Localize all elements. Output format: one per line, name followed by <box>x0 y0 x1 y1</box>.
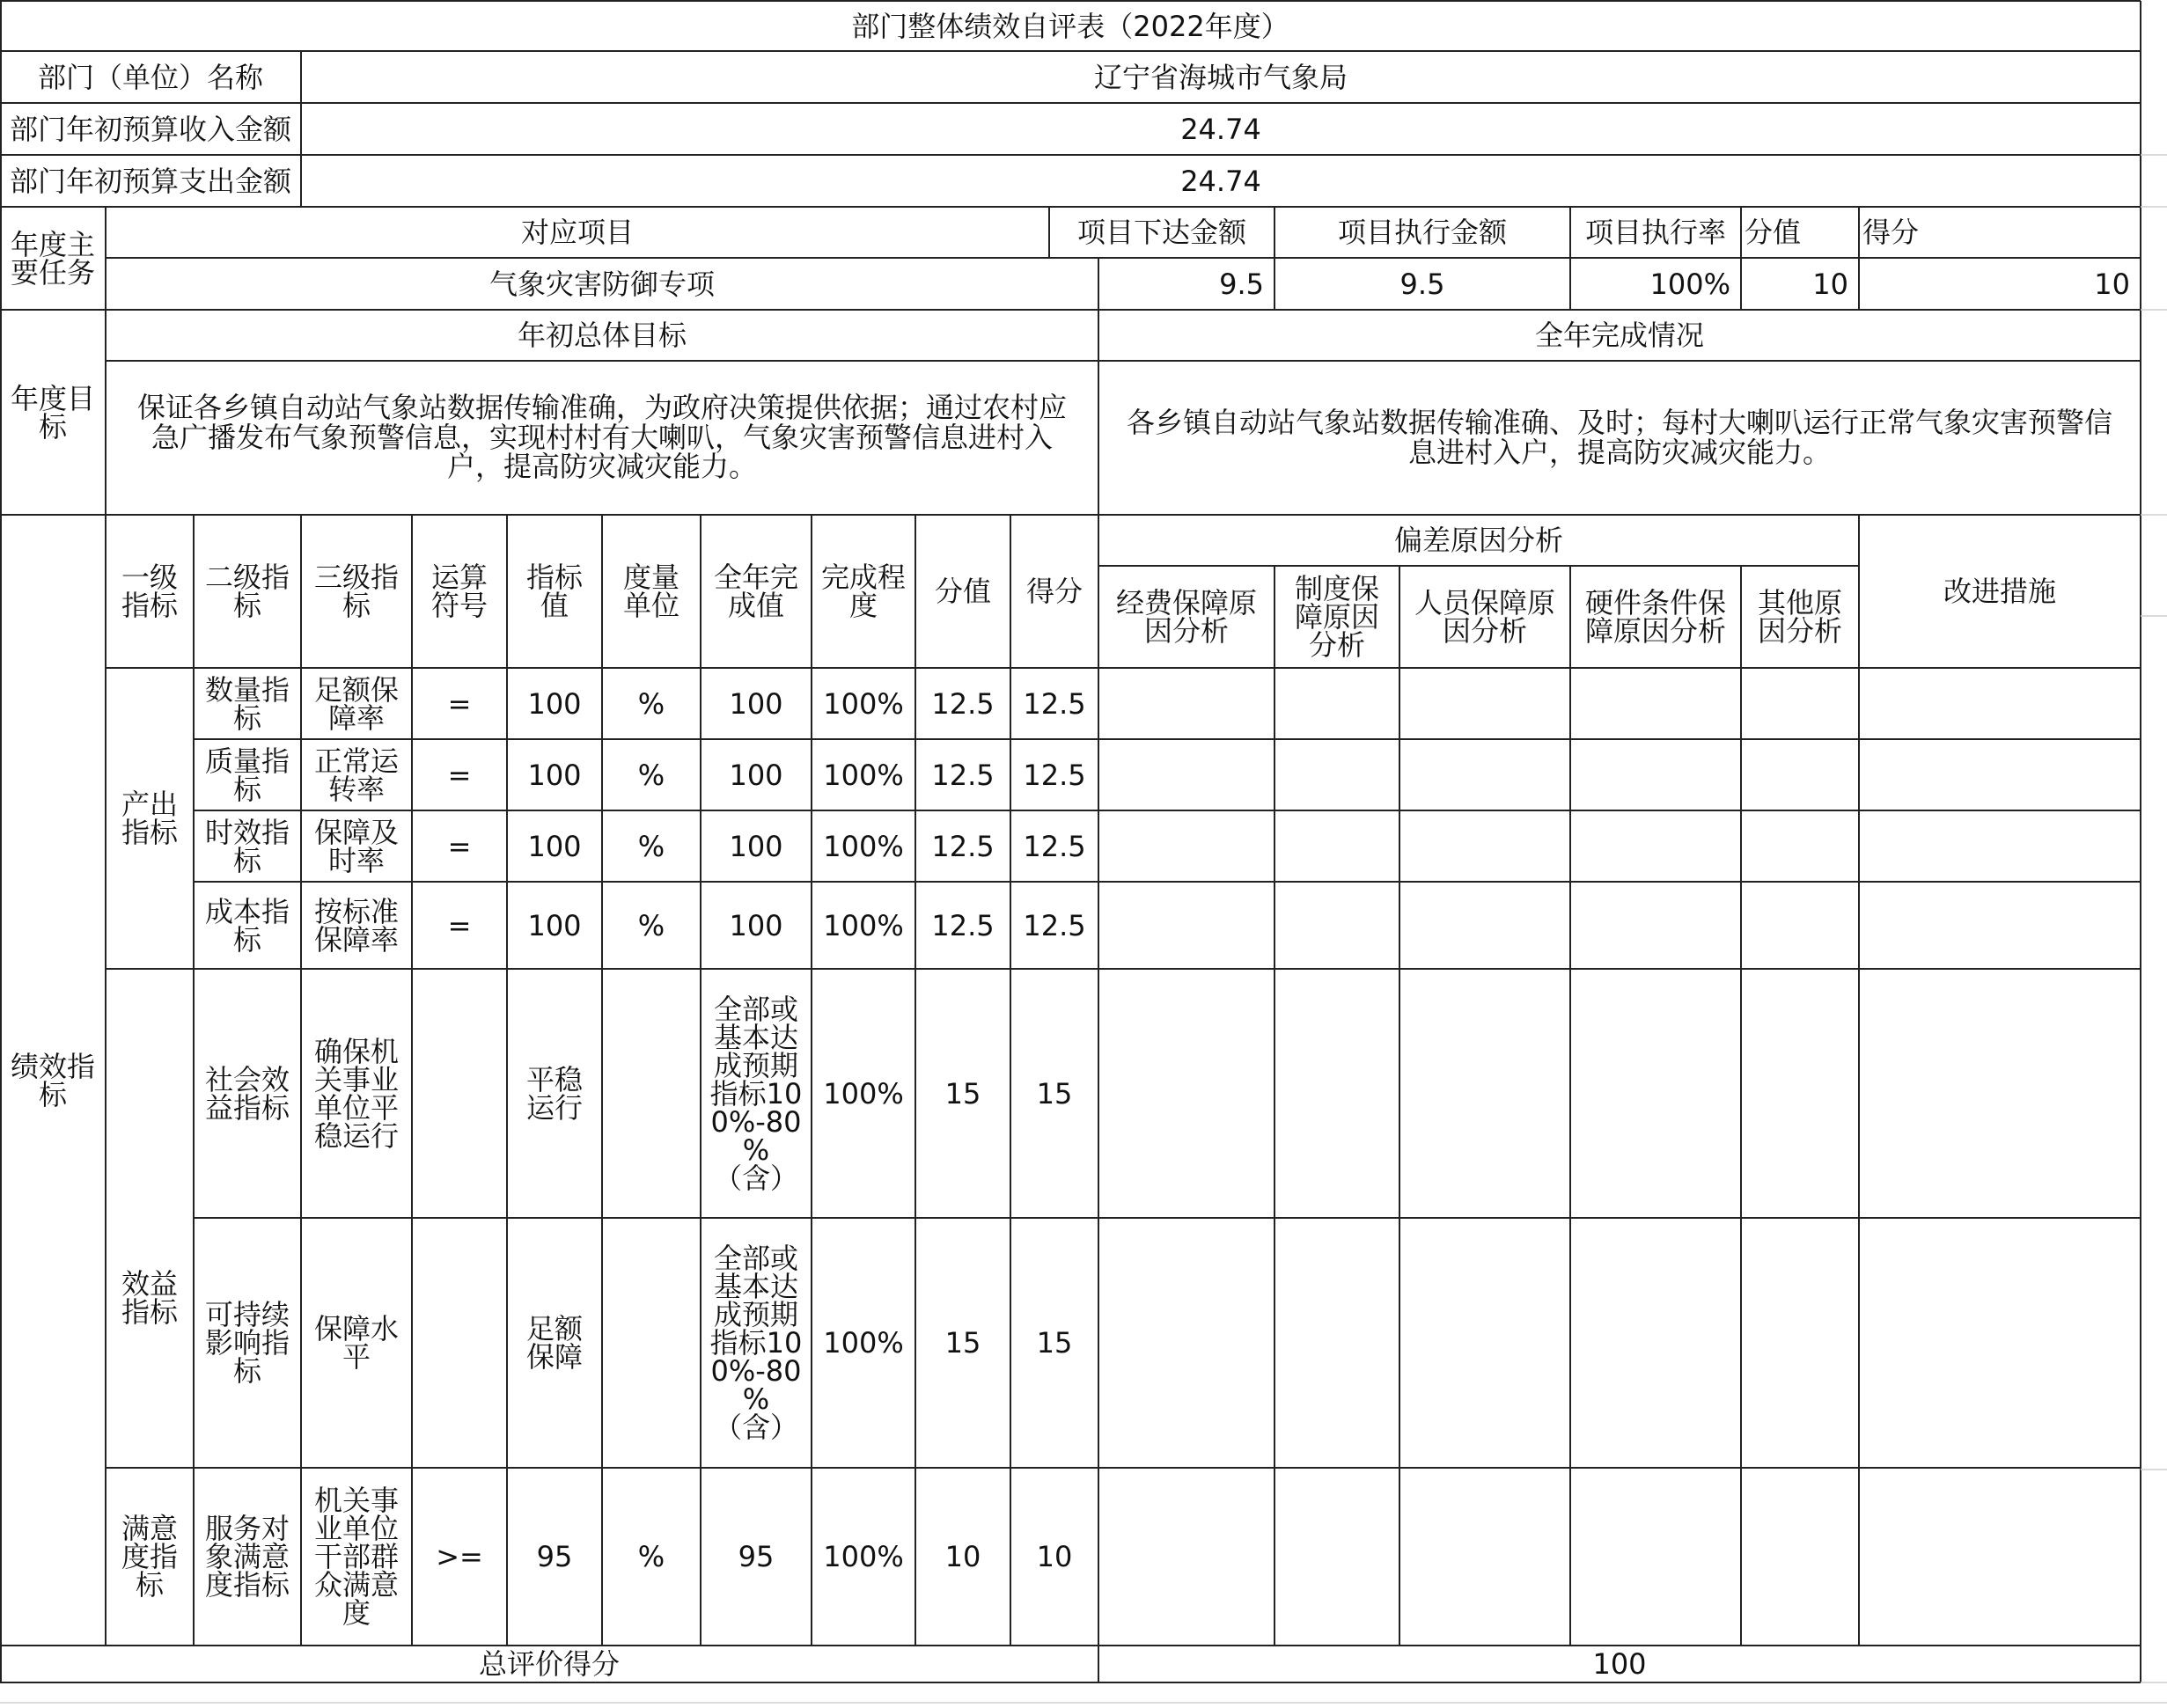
task-header-score-value: 分值 <box>1745 216 1802 249</box>
total-score-label: 总评价得分 <box>478 1647 620 1681</box>
benefit-row-unit <box>602 1218 701 1468</box>
budget-expense-value: 24.74 <box>1180 164 1261 198</box>
goal-label: 年度目 标 <box>10 381 95 443</box>
perf-header-target: 指标 值 <box>525 561 583 622</box>
satisfaction-row-degree: 100% <box>823 1540 904 1573</box>
perf-header-improve: 改进措施 <box>1943 575 2056 608</box>
perf-header-deviation: 偏差原因分析 <box>1393 524 1563 557</box>
output-row-l2: 时效指 标 <box>204 815 290 877</box>
satisfaction-row-op: >= <box>436 1540 483 1573</box>
benefit-row-l3: 确保机 关事业 单位平 稳运行 <box>313 1034 399 1153</box>
output-row-score: 12.5 <box>1023 758 1086 792</box>
satisfaction-row-actual: 95 <box>738 1540 775 1573</box>
perf-header-actual: 全年完 成值 <box>713 561 798 622</box>
benefit-row-actual: 全部或 基本达 成预期 指标10 0%-80 % （含） <box>709 1242 803 1444</box>
output-row-op: = <box>447 758 472 792</box>
task-project: 气象灾害防御专项 <box>488 267 715 301</box>
output-row-unit: % <box>637 908 665 942</box>
output-row-degree: 100% <box>823 686 904 721</box>
benefit-row-score-value: 15 <box>944 1076 981 1111</box>
goal-initial-text: 保证各乡镇自动站气象站数据传输准确，为政府决策提供依据；通过农村应 急广播发布气象预警信息，实现村村有大喇叭，气象灾害预警信息进村入 户，提高防灾减灾能力。 <box>136 391 1067 484</box>
budget-income-label: 部门年初预算收入金额 <box>9 112 291 146</box>
output-row-target: 100 <box>527 758 582 792</box>
output-row-l3: 按标准 保障率 <box>313 894 399 957</box>
satisfaction-row-unit: % <box>637 1540 665 1573</box>
task-executed: 9.5 <box>1399 267 1445 301</box>
output-row-actual: 100 <box>729 686 783 721</box>
output-row-actual: 100 <box>729 758 783 792</box>
output-row-l3: 足额保 障率 <box>313 672 399 735</box>
output-row-l3: 正常运 转率 <box>313 744 399 806</box>
output-row-actual: 100 <box>729 908 783 942</box>
dept-name-value: 辽宁省海城市气象局 <box>1093 60 1348 94</box>
task-header-project: 对应项目 <box>520 216 634 249</box>
output-row-score: 12.5 <box>1023 908 1086 942</box>
output-row-unit: % <box>637 686 665 721</box>
output-row-op: = <box>447 686 472 721</box>
output-row-l2: 数量指 标 <box>204 672 290 735</box>
satisfaction-indicator-label: 满意 度指 标 <box>121 1512 178 1602</box>
output-indicator-label: 产出 指标 <box>121 788 178 849</box>
output-row-target: 100 <box>527 908 582 942</box>
satisfaction-row-score: 10 <box>1036 1540 1073 1573</box>
output-row-score-value: 12.5 <box>931 829 995 863</box>
output-row-degree: 100% <box>823 758 904 792</box>
perf-header-unit: 度量 单位 <box>622 561 679 622</box>
benefit-indicator-label: 效益 指标 <box>121 1266 178 1329</box>
benefit-row-score-value: 15 <box>944 1326 981 1360</box>
benefit-row-degree: 100% <box>823 1326 904 1360</box>
benefit-row-l2: 可持续 影响指 标 <box>204 1298 290 1388</box>
benefit-row-op <box>412 969 507 1218</box>
output-row-score-value: 12.5 <box>931 908 995 942</box>
task-score: 10 <box>2094 267 2130 301</box>
task-issued: 9.5 <box>1219 267 1264 301</box>
perf-header-dev-funding: 经费保障原 因分析 <box>1115 586 1257 648</box>
task-header-executed: 项目执行金额 <box>1337 216 1507 249</box>
output-row-score: 12.5 <box>1023 829 1086 863</box>
benefit-row-actual: 全部或 基本达 成预期 指标10 0%-80 % （含） <box>709 992 803 1195</box>
benefit-row-target: 平稳 运行 <box>525 1062 583 1125</box>
perf-header-score: 得分 <box>1025 575 1083 608</box>
perf-header-dev-system: 制度保 障原因 分析 <box>1294 572 1379 662</box>
benefit-row-score: 15 <box>1036 1326 1073 1360</box>
output-row-l3: 保障及 时率 <box>313 815 399 877</box>
output-row-score-value: 12.5 <box>931 758 995 792</box>
output-row-score: 12.5 <box>1023 686 1086 721</box>
task-score-value: 10 <box>1812 267 1848 301</box>
perf-header-l2: 二级指 标 <box>204 561 290 622</box>
task-header-score: 得分 <box>1862 216 1920 249</box>
benefit-row-l2: 社会效 益指标 <box>204 1062 290 1125</box>
output-row-degree: 100% <box>823 829 904 863</box>
output-row-degree: 100% <box>823 908 904 942</box>
perf-header-dev-personnel: 人员保障原 因分析 <box>1414 586 1555 648</box>
task-rate: 100% <box>1649 267 1730 301</box>
goal-completion-text: 各乡镇自动站气象站数据传输准确、及时；每村大喇叭运行正常气象灾害预警信 息进村入户，提高防灾减灾能力。 <box>1126 405 2112 469</box>
budget-expense-label: 部门年初预算支出金额 <box>9 164 291 198</box>
output-row-target: 100 <box>527 829 582 863</box>
output-row-score-value: 12.5 <box>931 686 995 721</box>
output-row-target: 100 <box>527 686 582 721</box>
output-row-op: = <box>447 829 472 863</box>
satisfaction-row-target: 95 <box>536 1540 573 1573</box>
benefit-row-op <box>412 1218 507 1468</box>
benefit-row-target: 足额 保障 <box>525 1312 583 1374</box>
task-header-rate: 项目执行率 <box>1584 216 1726 249</box>
benefit-row-l3: 保障水 平 <box>313 1312 399 1374</box>
perf-header-dev-hardware: 硬件条件保 障原因分析 <box>1584 586 1726 648</box>
perf-header-score-value: 分值 <box>934 575 991 608</box>
benefit-row-score: 15 <box>1036 1076 1073 1111</box>
task-header-issued: 项目下达金额 <box>1076 216 1246 249</box>
output-row-l2: 成本指 标 <box>204 894 290 957</box>
perf-header-op: 运算 符号 <box>430 561 488 622</box>
page-title: 部门整体绩效自评表（2022年度） <box>851 9 1289 43</box>
perf-header-dev-other: 其他原 因分析 <box>1757 586 1842 648</box>
output-row-unit: % <box>637 758 665 792</box>
output-row-unit: % <box>637 829 665 863</box>
satisfaction-row-l3: 机关事 业单位 干部群 众满意 度 <box>313 1484 399 1630</box>
perf-header-l3: 三级指 标 <box>313 561 399 622</box>
perf-label: 绩效指 标 <box>10 1049 95 1111</box>
goal-initial-header: 年初总体目标 <box>517 319 687 352</box>
satisfaction-row-score-value: 10 <box>944 1540 981 1573</box>
task-label: 年度主 要任务 <box>10 227 95 290</box>
benefit-row-unit <box>602 969 701 1218</box>
dept-name-label: 部门（单位）名称 <box>37 60 263 94</box>
perf-header-degree: 完成程 度 <box>820 561 906 622</box>
benefit-row-degree: 100% <box>823 1076 904 1111</box>
budget-income-value: 24.74 <box>1180 112 1261 146</box>
goal-completion-header: 全年完成情况 <box>1534 319 1704 352</box>
output-row-op: = <box>447 908 472 942</box>
output-row-actual: 100 <box>729 829 783 863</box>
perf-header-l1: 一级 指标 <box>121 561 178 622</box>
total-score-value: 100 <box>1592 1647 1647 1681</box>
output-row-l2: 质量指 标 <box>204 744 290 806</box>
satisfaction-row-l2: 服务对 象满意 度指标 <box>204 1512 290 1602</box>
